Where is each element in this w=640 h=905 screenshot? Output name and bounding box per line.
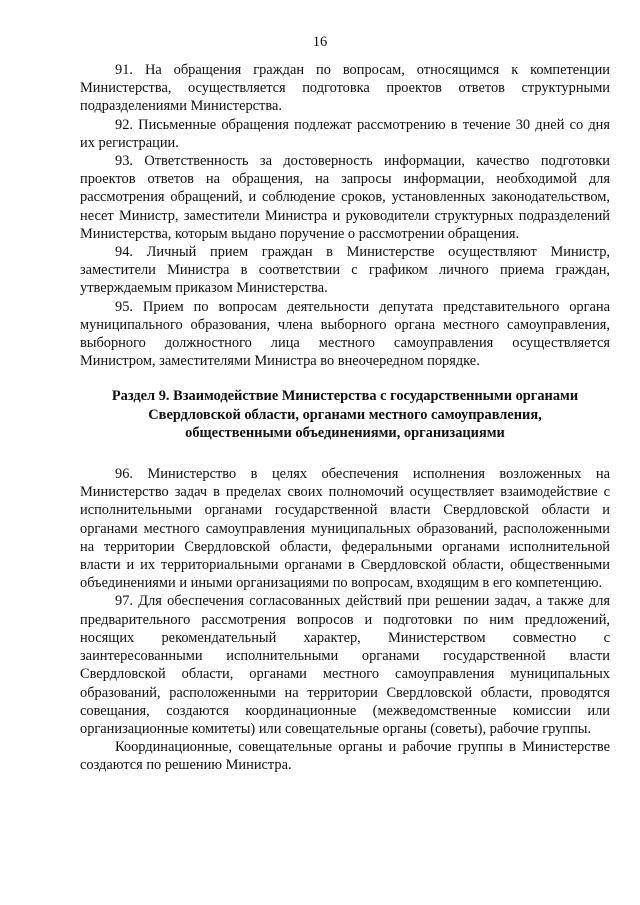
paragraph-95: 95. Прием по вопросам деятельности депутата представительного органа муниципального образования, члена выборного органа местного самоуправления, выборного должностного лица местного самоуправления осуществляется Министром, заместителями Министра во внеочередном порядке. xyxy=(80,298,610,370)
section-heading: Раздел 9. Взаимодействие Министерства с государственными органами Свердловской области, органами местного самоуправления, общественными объединениями, организациями xyxy=(111,388,579,441)
paragraph-coordination: Координационные, совещательные органы и рабочие группы в Министерстве создаются по решению Министра. xyxy=(80,739,610,774)
spacer xyxy=(80,370,610,387)
page-number: 16 xyxy=(312,34,328,50)
paragraph-92: 92. Письменные обращения подлежат рассмотрению в течение 30 дней со дня их регистрации. xyxy=(80,116,610,151)
paragraph-96: 96. Министерство в целях обеспечения исполнения возложенных на Министерство задач в пределах своих полномочий осуществляет взаимодействие с исполнительными органами государственной власти Свердловской области и органами местного самоуправления муниципальных образований, расположенными на территории Свердловской области, федеральными органами исполнительной власти и их территориальными органами в Свердловской области, общественными объединениями и иными организациями по вопросам, входящим в его компетенцию. xyxy=(80,466,610,592)
paragraph-94: 94. Личный прием граждан в Министерстве осуществляют Министр, заместители Министра в соответствии с графиком личного приема граждан, утверждаемым приказом Министерства. xyxy=(80,244,610,297)
paragraph-97: 97. Для обеспечения согласованных действий при решении задач, а также для предварительного рассмотрения вопросов и подготовки по ним предложений, носящих рекомендательный характер, Министерством совместно с заинтересованными исполнительными органами государственной власти Свердловской области, органами местного самоуправления муниципальных образований, расположенными на территории Свердловской области, проводятся совещания, создаются координационные (межведомственные комиссии или организационные комитеты) или совещательные органы (советы), рабочие группы. xyxy=(80,593,610,737)
paragraph-93: 93. Ответственность за достоверность информации, качество подготовки проектов ответов на обращения, на запросы информации, необходимой для рассмотрения обращений, и соблюдение сроков, установленных законодательством, несет Министр, заместители Министра и руководители структурных подразделений Министерства, которым выдано поручение о рассмотрении обращения. xyxy=(80,153,610,242)
spacer xyxy=(80,442,610,465)
document-body xyxy=(80,61,610,775)
paragraph-91: 91. На обращения граждан по вопросам, относящимся к компетенции Министерства, осуществляется подготовка проектов ответов структурными подразделениями Министерства. xyxy=(80,62,610,115)
